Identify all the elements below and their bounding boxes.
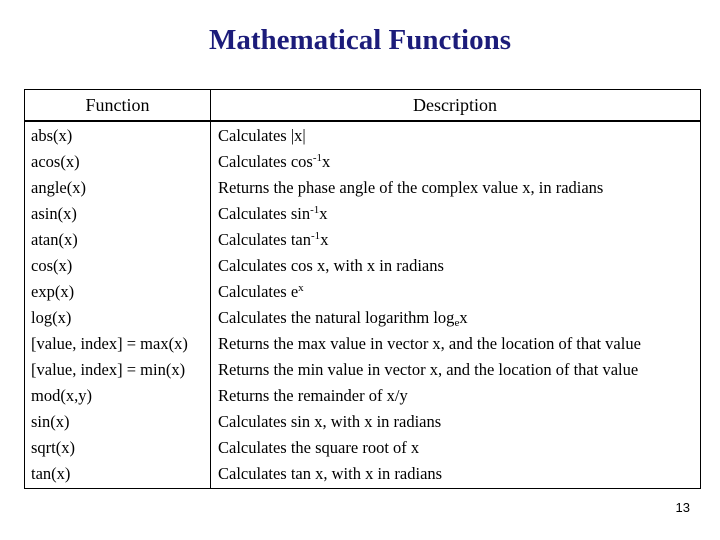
function-cell: atan(x) <box>31 230 78 249</box>
function-cell: cos(x) <box>31 256 73 275</box>
description-cell: Calculates sin x, with x in radians <box>218 412 442 431</box>
description-text: Calculates cos <box>218 152 313 171</box>
description-text: Calculates the natural logarithm log <box>218 308 455 327</box>
description-cell: Returns the phase angle of the complex value x, in radians <box>218 178 604 197</box>
function-cell: log(x) <box>31 308 72 327</box>
column-divider <box>210 90 211 488</box>
description-cell: Returns the remainder of x/y <box>218 386 408 405</box>
superscript: -1 <box>312 152 323 164</box>
function-cell: angle(x) <box>31 178 86 197</box>
superscript: -1 <box>311 230 321 242</box>
function-cell: asin(x) <box>31 204 77 223</box>
function-cell: [value, index] = min(x) <box>31 360 186 379</box>
description-cell <box>218 201 696 227</box>
description-text: Calculates tan <box>218 230 312 249</box>
function-cell: sqrt(x) <box>31 438 75 457</box>
subscript: e <box>454 317 460 329</box>
function-cell: [value, index] = max(x) <box>31 334 188 353</box>
description-text: x <box>320 230 329 249</box>
description-cell: Returns the max value in vector x, and the location of that value <box>218 334 641 353</box>
function-cell: acos(x) <box>31 152 80 171</box>
description-cell <box>218 227 696 253</box>
description-text: x <box>322 152 331 171</box>
description-cell: Calculates |x| <box>218 126 306 145</box>
function-cell: abs(x) <box>31 126 73 145</box>
description-cell: Calculates cos x, with x in radians <box>218 256 444 275</box>
superscript: -1 <box>310 204 320 216</box>
description-cell: Calculates tan x, with x in radians <box>218 464 443 483</box>
page-title: Mathematical Functions <box>208 24 512 56</box>
header-description: Description <box>413 95 497 115</box>
description-cell: Calculates the square root of x <box>218 438 420 457</box>
description-cell: Returns the min value in vector x, and the location of that value <box>218 360 639 379</box>
function-column <box>31 123 209 487</box>
functions-table <box>24 89 701 489</box>
description-text: x <box>319 204 328 223</box>
page-number: 13 <box>675 500 690 515</box>
header-divider <box>25 120 700 122</box>
header-function: Function <box>85 95 150 115</box>
function-cell: tan(x) <box>31 464 71 483</box>
description-text: x <box>459 308 468 327</box>
function-cell: sin(x) <box>31 412 70 431</box>
function-cell: exp(x) <box>31 282 75 301</box>
description-cell <box>218 149 696 175</box>
description-column <box>218 123 696 487</box>
description-cell <box>218 305 696 331</box>
description-text: Calculates sin <box>218 204 311 223</box>
description-cell <box>218 279 696 305</box>
function-cell: mod(x,y) <box>31 386 92 405</box>
superscript: x <box>298 282 304 294</box>
description-text: Calculates e <box>218 282 299 301</box>
